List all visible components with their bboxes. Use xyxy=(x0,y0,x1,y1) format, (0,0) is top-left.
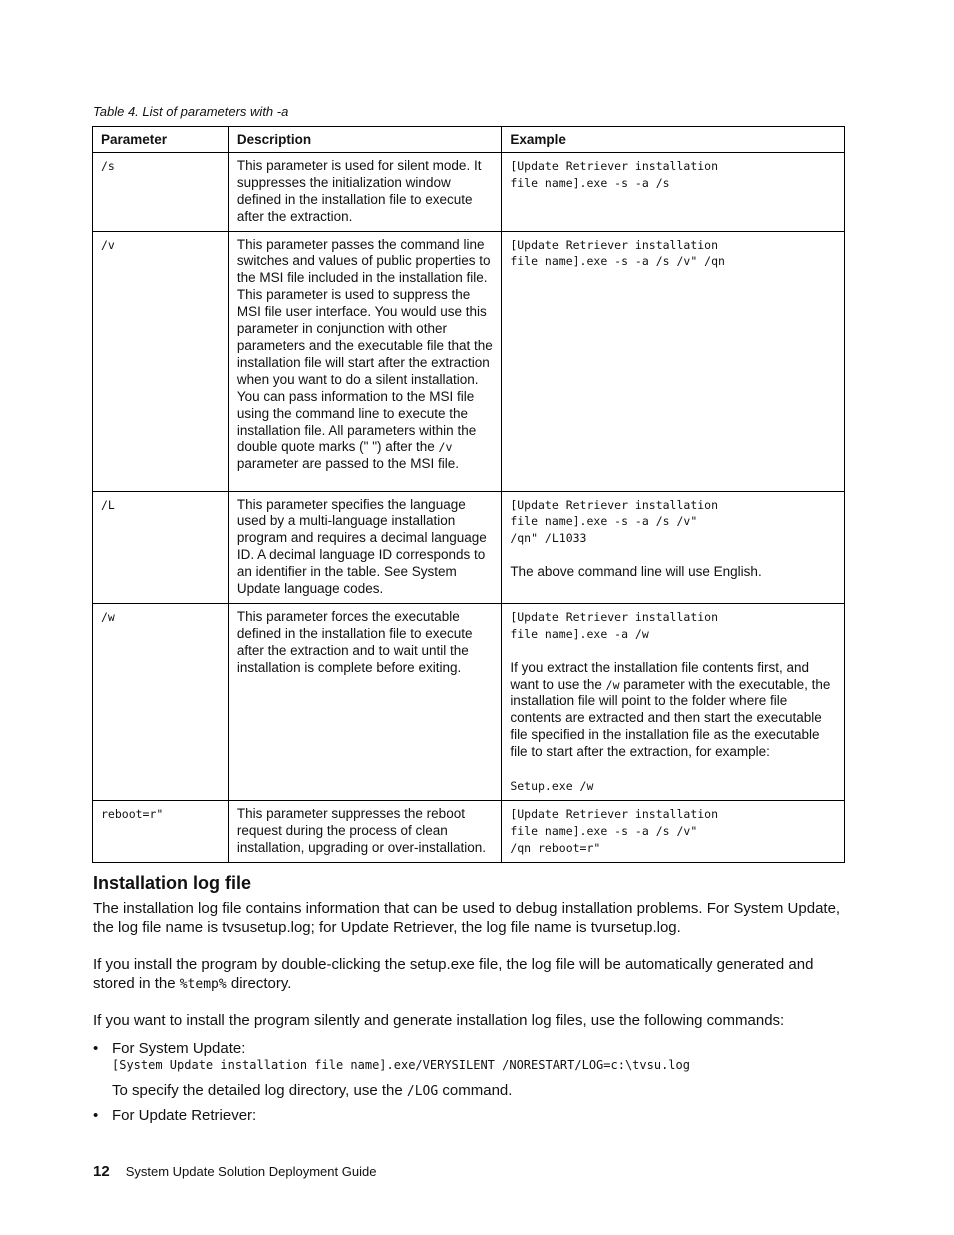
example-code-line: [Update Retriever installation xyxy=(510,158,719,173)
param-cell xyxy=(93,491,229,603)
description-cell xyxy=(228,231,501,491)
example-code-line: /qn" /L1033 xyxy=(510,531,587,546)
example-code-line: Setup.exe /w xyxy=(510,779,594,793)
paragraph-text: directory. xyxy=(230,975,292,992)
header-example: Example xyxy=(502,127,845,153)
example-note: The above command line will use English. xyxy=(510,564,762,580)
example-code-line: file name].exe -s -a /s /v" /qn xyxy=(510,254,725,269)
page-number: 12 xyxy=(93,1163,110,1180)
example-code-line: file name].exe -s -a /s xyxy=(510,175,670,190)
bullet-icon: • xyxy=(93,1040,99,1057)
param-cell xyxy=(93,231,229,491)
param-cell xyxy=(93,603,229,800)
bullet-text: For System Update: xyxy=(112,1040,246,1057)
example-code-line: /qn reboot=r" xyxy=(510,840,601,855)
example-cell xyxy=(502,491,845,603)
param-cell xyxy=(93,152,229,231)
description-cell: This parameter forces the executable defined in the installation file to execute after the extraction and to wait until the installation is complete before exiting. xyxy=(228,603,501,800)
example-cell xyxy=(502,800,845,862)
page-footer xyxy=(93,1163,376,1180)
example-code-line: file name].exe -a /w xyxy=(510,626,649,641)
table-caption: Table 4. List of parameters with -a xyxy=(93,104,289,119)
bullet-item xyxy=(93,1106,256,1125)
header-parameter: Parameter xyxy=(93,127,229,153)
description-text: This parameter passes the command line switches and values of public properties to the MSI file included in the installation file. This parameter is used to suppress the MSI file user interface. You would use this parameter in conjunction with other parameters and the executable file that the installation file will start after the extraction when you want to do a silent installation. You can pass information to the MSI file using the command line to execute the installation file. All parameters within the double quote marks (" ") after the xyxy=(236,236,493,455)
example-code-line: [Update Retriever installation xyxy=(510,806,719,821)
paragraph xyxy=(93,955,853,994)
example-note-text: If you extract the installation file contents first, and want to use the xyxy=(510,659,809,692)
subtext: To specify the detailed log directory, use the xyxy=(112,1082,403,1099)
table-row xyxy=(93,603,845,800)
bullet-text: For Update Retriever: xyxy=(112,1107,257,1124)
example-code-line: [Update Retriever installation xyxy=(510,497,719,512)
example-note xyxy=(510,660,830,760)
table-row xyxy=(93,152,845,231)
paragraph: If you want to install the program silently and generate installation log files, use the following commands: xyxy=(93,1012,785,1029)
param-code: /w xyxy=(101,609,115,624)
param-code: /v xyxy=(101,237,115,252)
description-text: parameter are passed to the MSI file. xyxy=(236,456,459,472)
table-row xyxy=(93,491,845,603)
description-cell: This parameter specifies the language used by a multi-language installation program and requires a decimal language ID. A decimal language ID corresponds to an identifier in the table. See System Update language codes. xyxy=(228,491,501,603)
example-cell xyxy=(502,231,845,491)
example-note-text: parameter with the executable, the installation file will point to the folder where file contents are extracted and then start the executable file specified in the installation file as the executable file to start after the extraction, for example: xyxy=(510,676,831,760)
example-code-line: [Update Retriever installation xyxy=(510,609,719,624)
footer-title: System Update Solution Deployment Guide xyxy=(125,1164,377,1179)
inline-code: /LOG xyxy=(406,1084,439,1099)
example-cell xyxy=(502,603,845,800)
parameters-table xyxy=(92,126,845,863)
description-cell: This parameter suppresses the reboot request during the process of clean installation, upgrading or over-installation. xyxy=(228,800,501,862)
bullet-subtext xyxy=(112,1081,512,1101)
param-code: reboot=r" xyxy=(101,806,164,821)
header-description: Description xyxy=(228,127,501,153)
example-code-line: [Update Retriever installation xyxy=(510,237,719,252)
param-code: /L xyxy=(101,497,115,512)
inline-code: /w xyxy=(605,677,620,692)
subtext: command. xyxy=(442,1082,513,1099)
inline-code: %temp% xyxy=(179,977,227,992)
paragraph: The installation log file contains information that can be used to debug installation problems. For System Update, the log file name is tvsusetup.log; for Update Retriever, the log file name is tvursetup.log. xyxy=(93,900,841,936)
param-cell xyxy=(93,800,229,862)
table-row xyxy=(93,800,845,862)
table-row xyxy=(93,231,845,491)
bullet-icon: • xyxy=(93,1107,99,1124)
paragraph-text: If you install the program by double-clicking the setup.exe file, the log file will be automatically generated and stored in the xyxy=(93,956,814,992)
param-code: /s xyxy=(101,158,115,173)
bullet-item xyxy=(93,1039,245,1058)
example-cell xyxy=(502,152,845,231)
example-code-line: file name].exe -s -a /s /v" xyxy=(510,514,698,529)
section-heading: Installation log file xyxy=(93,873,252,893)
description-cell: This parameter is used for silent mode. It suppresses the initialization window defined in the installation file to execute after the extraction. xyxy=(228,152,501,231)
table-header-row xyxy=(93,127,845,153)
example-code-line: file name].exe -s -a /s /v" xyxy=(510,823,698,838)
command-line: [System Update installation file name].exe/VERYSILENT /NORESTART/LOG=c:\tvsu.log xyxy=(112,1058,690,1072)
inline-code: /v xyxy=(438,440,453,455)
